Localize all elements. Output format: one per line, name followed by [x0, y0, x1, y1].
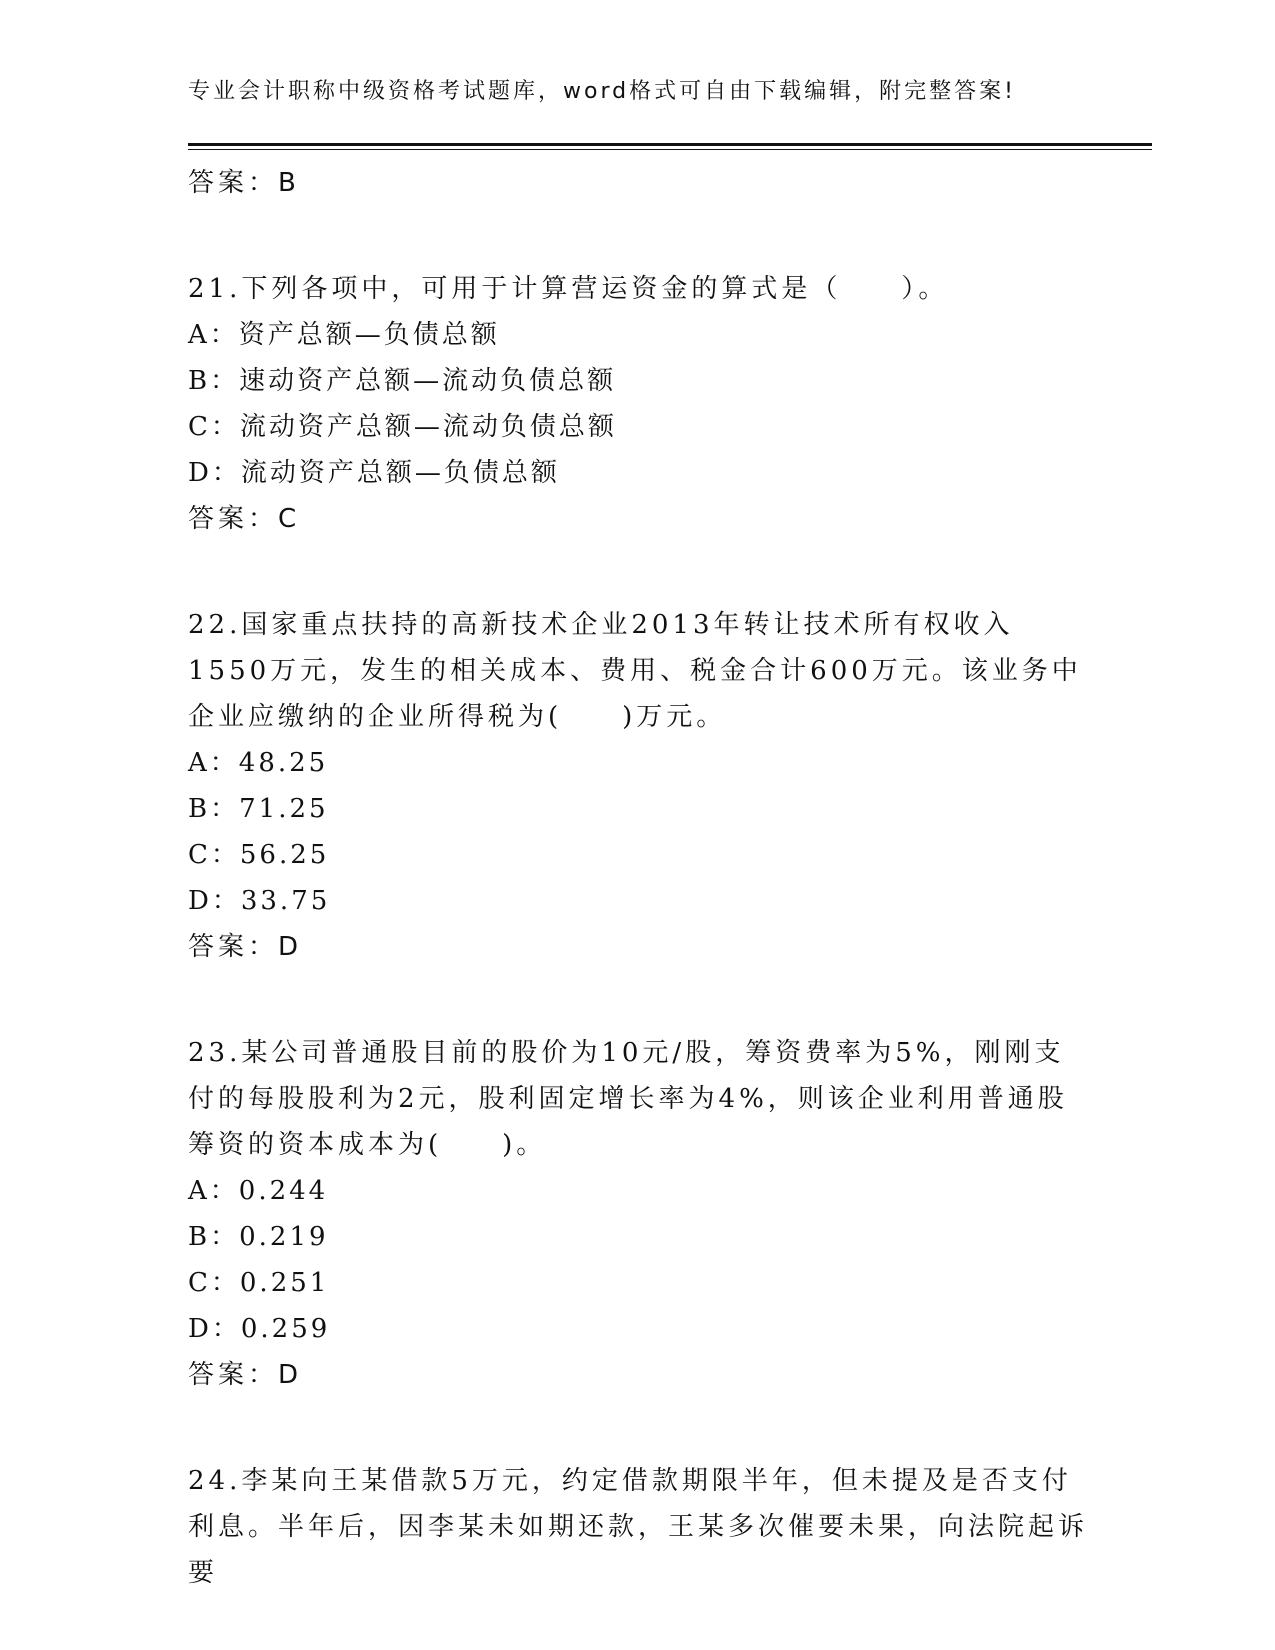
question-block — [188, 602, 1088, 970]
option-c: C：流动资产总额—流动负债总额 — [188, 412, 617, 442]
question-text: 24.李某向王某借款5万元，约定借款期限半年，但未提及是否支付利息。半年后，因李某未如期还款，王某多次催要未果，向法院起诉要 — [188, 1466, 1089, 1588]
option-a: A：资产总额—负债总额 — [188, 320, 500, 350]
option-d: D：0.259 — [188, 1314, 331, 1344]
spacer — [188, 970, 1088, 1030]
question-text: 21.下列各项中，可用于计算营运资金的算式是（ ）。 — [188, 274, 949, 304]
question-block — [188, 1458, 1088, 1596]
document-body — [188, 160, 1088, 1596]
spacer — [188, 542, 1088, 602]
option-b: B：速动资产总额—流动负债总额 — [188, 366, 617, 396]
answer-line: 答案：D — [188, 932, 303, 962]
question-block — [188, 1030, 1088, 1398]
answer-line: 答案：C — [188, 504, 301, 534]
spacer — [188, 1398, 1088, 1458]
spacer — [188, 206, 1088, 266]
option-b: B：0.219 — [188, 1222, 329, 1252]
option-a: A：0.244 — [188, 1176, 329, 1206]
option-c: C：56.25 — [188, 840, 330, 870]
option-d: D：33.75 — [188, 886, 331, 916]
option-a: A：48.25 — [188, 748, 329, 778]
option-d: D：流动资产总额—负债总额 — [188, 458, 560, 488]
question-block — [188, 266, 1088, 542]
question-text: 22.国家重点扶持的高新技术企业2013年转让技术所有权收入1550万元，发生的相关成本、费用、税金合计600万元。该业务中企业应缴纳的企业所得税为( )万元。 — [188, 610, 1082, 732]
answer-line: 答案：D — [188, 1360, 303, 1390]
header-rule-thick — [188, 143, 1152, 146]
header-rule-thin — [188, 149, 1152, 150]
option-c: C：0.251 — [188, 1268, 330, 1298]
answer-line: 答案：B — [188, 168, 300, 198]
question-text: 23.某公司普通股目前的股价为10元/股，筹资费率为5%，刚刚支付的每股股利为2元，股利固定增长率为4%，则该企业利用普通股筹资的资本成本为( )。 — [188, 1038, 1068, 1160]
page-header: 专业会计职称中级资格考试题库，word格式可自由下载编辑，附完整答案! — [188, 79, 1016, 104]
option-b: B：71.25 — [188, 794, 329, 824]
